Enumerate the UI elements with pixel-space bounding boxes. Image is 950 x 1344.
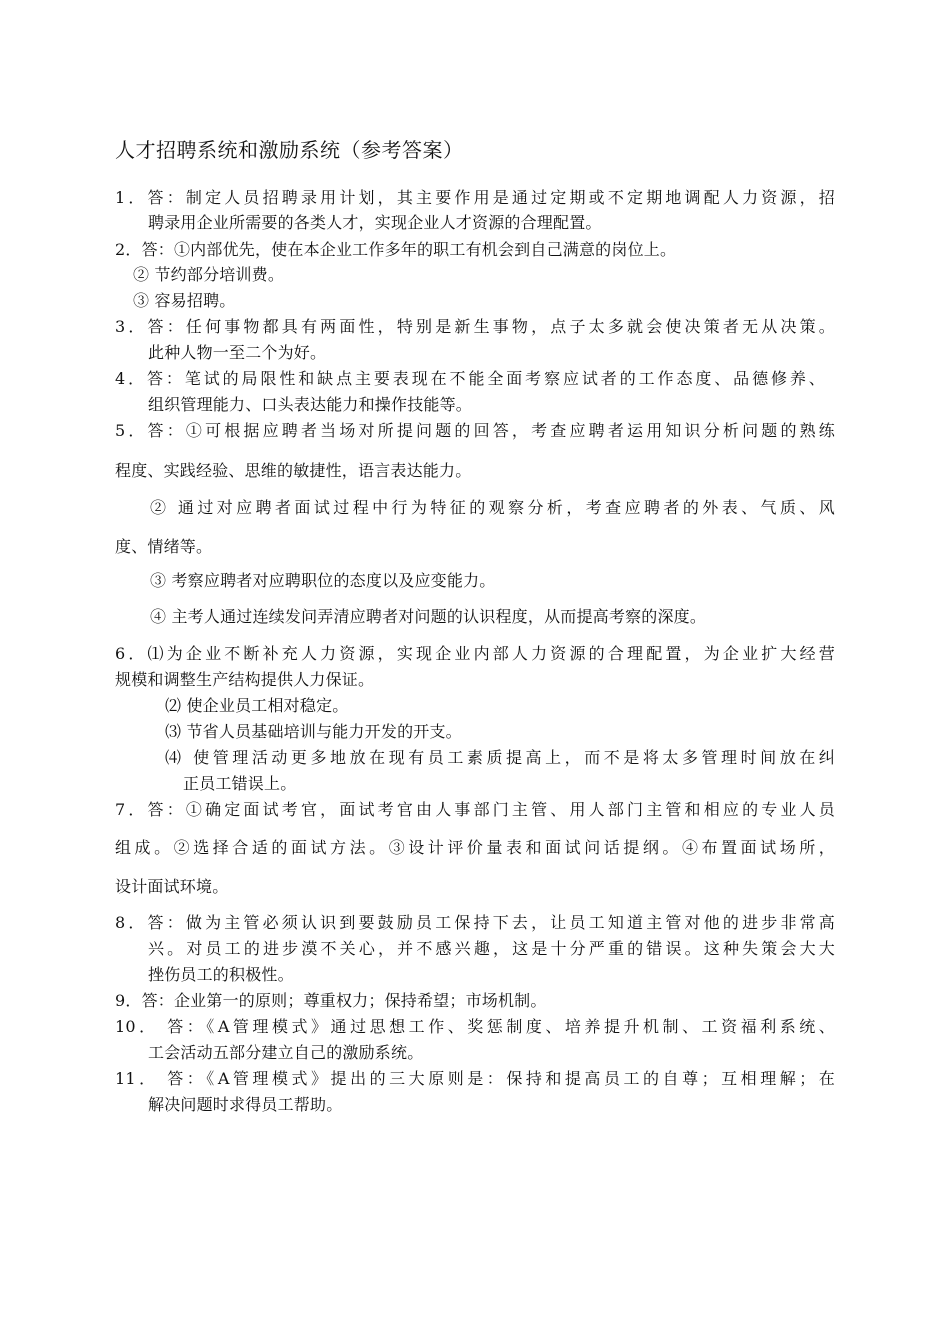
- document-title: 人才招聘系统和激励系统（参考答案）: [115, 138, 464, 162]
- answer-5-line-3: ② 通过对应聘者面试过程中行为特征的观察分析，考查应聘者的外表、气质、风: [150, 498, 835, 517]
- answer-6-line-6: 正员工错误上。: [183, 774, 297, 793]
- answer-11-line-1: 11． 答：《A管理模式》提出的三大原则是：保持和提高员工的自尊；互相理解；在: [115, 1069, 835, 1088]
- answer-11-line-2: 解决问题时求得员工帮助。: [148, 1095, 343, 1114]
- answer-7-line-2: 组成。②选择合适的面试方法。③设计评价量表和面试问话提纲。④布置面试场所，: [115, 838, 835, 857]
- answer-1-line-1: 1．答：制定人员招聘录用计划，其主要作用是通过定期或不定期地调配人力资源，招: [115, 188, 835, 207]
- answer-2-line-3: ③ 容易招聘。: [133, 291, 236, 310]
- answer-5-line-6: ④ 主考人通过连续发问弄清应聘者对问题的认识程度，从而提高考察的深度。: [150, 607, 707, 626]
- answer-3-line-1: 3．答：任何事物都具有两面性，特别是新生事物，点子太多就会使决策者无从决策。: [115, 317, 835, 336]
- answer-6-line-3: ⑵ 使企业员工相对稳定。: [165, 696, 349, 715]
- answer-7-line-3: 设计面试环境。: [115, 877, 229, 896]
- answer-2-line-2: ② 节约部分培训费。: [133, 265, 285, 284]
- answer-3-line-2: 此种人物一至二个为好。: [148, 343, 327, 362]
- answer-8-line-2: 兴。对员工的进步漠不关心，并不感兴趣，这是十分严重的错误。这种失策会大大: [148, 939, 835, 958]
- answer-4-line-2: 组织管理能力、口头表达能力和操作技能等。: [148, 395, 473, 414]
- answer-10-line-1: 10． 答：《A管理模式》通过思想工作、奖惩制度、培养提升机制、工资福利系统、: [115, 1017, 835, 1036]
- answer-6-line-5: ⑷ 使管理活动更多地放在现有员工素质提高上，而不是将太多管理时间放在纠: [165, 748, 835, 767]
- answer-1-line-2: 聘录用企业所需要的各类人才，实现企业人才资源的合理配置。: [148, 213, 602, 232]
- answer-5-line-2: 程度、实践经验、思维的敏捷性，语言表达能力。: [115, 461, 472, 480]
- answer-2-line-1: 2．答：①内部优先，使在本企业工作多年的职工有机会到自己满意的岗位上。: [115, 240, 677, 259]
- answer-6-line-4: ⑶ 节省人员基础培训与能力开发的开支。: [165, 722, 462, 741]
- answer-8-line-1: 8．答：做为主管必须认识到要鼓励员工保持下去，让员工知道主管对他的进步非常高: [115, 913, 835, 932]
- answer-9-line-1: 9．答：企业第一的原则；尊重权力；保持希望；市场机制。: [115, 991, 547, 1010]
- answer-6-line-2: 规模和调整生产结构提供人力保证。: [115, 670, 375, 689]
- answer-6-line-1: 6．⑴为企业不断补充人力资源，实现企业内部人力资源的合理配置，为企业扩大经营: [115, 644, 835, 663]
- answer-5-line-5: ③ 考察应聘者对应聘职位的态度以及应变能力。: [150, 571, 496, 590]
- answer-5-line-4: 度、情绪等。: [115, 537, 213, 556]
- answer-8-line-3: 挫伤员工的积极性。: [148, 965, 294, 984]
- answer-7-line-1: 7．答：①确定面试考官，面试考官由人事部门主管、用人部门主管和相应的专业人员: [115, 800, 835, 819]
- answer-5-line-1: 5．答：①可根据应聘者当场对所提问题的回答，考查应聘者运用知识分析问题的熟练: [115, 421, 835, 440]
- answer-10-line-2: 工会活动五部分建立自己的激励系统。: [148, 1043, 424, 1062]
- answer-4-line-1: 4．答：笔试的局限性和缺点主要表现在不能全面考察应试者的工作态度、品德修养、: [115, 369, 825, 388]
